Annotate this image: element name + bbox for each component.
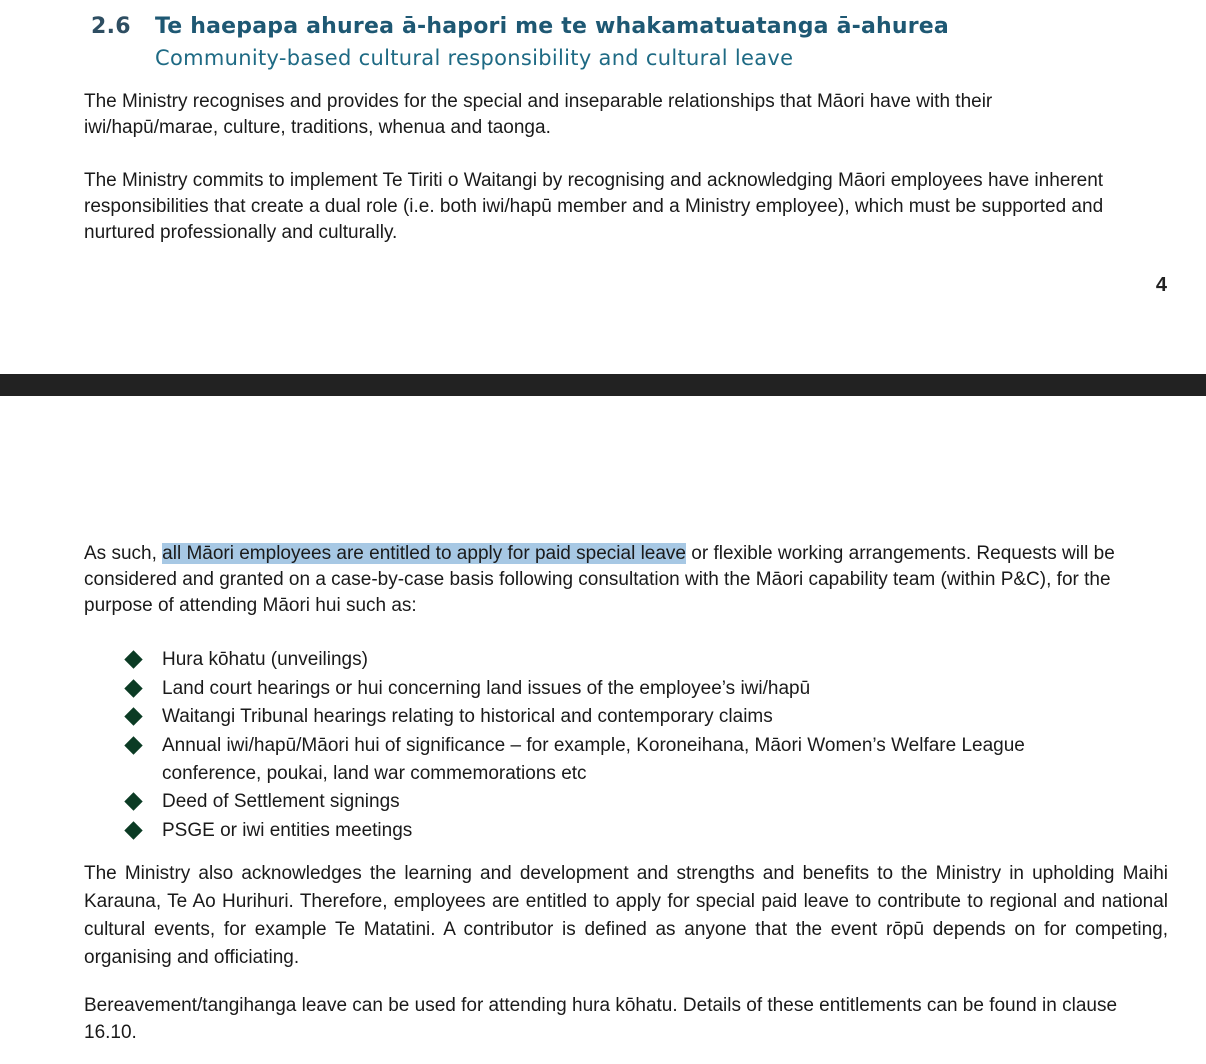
list-item: [124, 732, 1082, 788]
paragraph-special-leave[interactable]: [84, 541, 1174, 619]
diamond-bullet-icon: [124, 821, 142, 839]
list-item-text: Annual iwi/hapū/Māori hui of significance – for example, Koroneihana, Māori Women’s Welfare League conference, poukai, land war commemorations etc: [162, 734, 1025, 784]
list-item: [124, 675, 1124, 703]
paragraph-special-leave-rest: or flexible working arrangements. Requests will be considered and granted on a case-by-case basis following consultation with the Māori capability team (within P&C), for the purpose of attending Māori hui such as:: [84, 543, 1115, 616]
page-number: 4: [1155, 274, 1167, 296]
diamond-bullet-icon: [124, 792, 142, 810]
paragraph-special-leave-lead: As such,: [84, 543, 163, 564]
document-page-bottom: [0, 396, 1206, 1064]
list-item: [124, 817, 1124, 845]
page-separator: [0, 374, 1206, 396]
list-item-text: PSGE or iwi entities meetings: [162, 819, 413, 841]
document-page-top: [0, 0, 1206, 374]
list-item-text: Waitangi Tribunal hearings relating to historical and contemporary claims: [162, 706, 773, 727]
list-item: [124, 646, 1124, 674]
text-selection-highlight[interactable]: all Māori employees are entitled to apply for paid special leave: [162, 543, 687, 564]
paragraph-bereavement: Bereavement/tangihanga leave can be used for attending hura kōhatu. Details of these entitlements can be found in clause 16.10.: [84, 995, 1118, 1043]
list-item-text: Deed of Settlement signings: [162, 791, 400, 812]
diamond-bullet-icon: [124, 736, 142, 754]
list-item: [124, 703, 1124, 731]
paragraph-relationships: The Ministry recognises and provides for the special and inseparable relationships that Māori have with their iwi/hapū/marae, culture, traditions, whenua and taonga.: [84, 91, 993, 138]
list-item-text: Land court hearings or hui concerning land issues of the employee’s iwi/hapū: [162, 677, 811, 699]
section-title-english: Community-based cultural responsibility and cultural leave: [155, 46, 794, 70]
hui-list: [124, 646, 1124, 845]
paragraph-cultural-events: The Ministry also acknowledges the learning and development and strengths and benefits to the Ministry in upholding Maihi Karauna, Te Ao Hurihuri. Therefore, employees are entitled to apply for special paid leave to contribute to regional and national cultural events, for example Te Matatini. A contributor is defined as anyone that the event rōpū depends on for competing, organising and officiating.: [84, 863, 1168, 968]
list-item: [124, 788, 1124, 816]
section-title-maori: Te haepapa ahurea ā-hapori me te whakamatuatanga ā-ahurea: [155, 14, 949, 39]
paragraph-te-tiriti: The Ministry commits to implement Te Tiriti o Waitangi by recognising and acknowledging Māori employees have inherent responsibilities that create a dual role (i.e. both iwi/hapū member and a Ministry employee), which must be supported and nurtured professionally and culturally.: [84, 170, 1104, 243]
diamond-bullet-icon: [124, 679, 142, 697]
diamond-bullet-icon: [124, 650, 142, 668]
list-item-text: Hura kōhatu (unveilings): [162, 649, 368, 670]
diamond-bullet-icon: [124, 707, 142, 725]
section-number: 2.6: [91, 14, 131, 39]
